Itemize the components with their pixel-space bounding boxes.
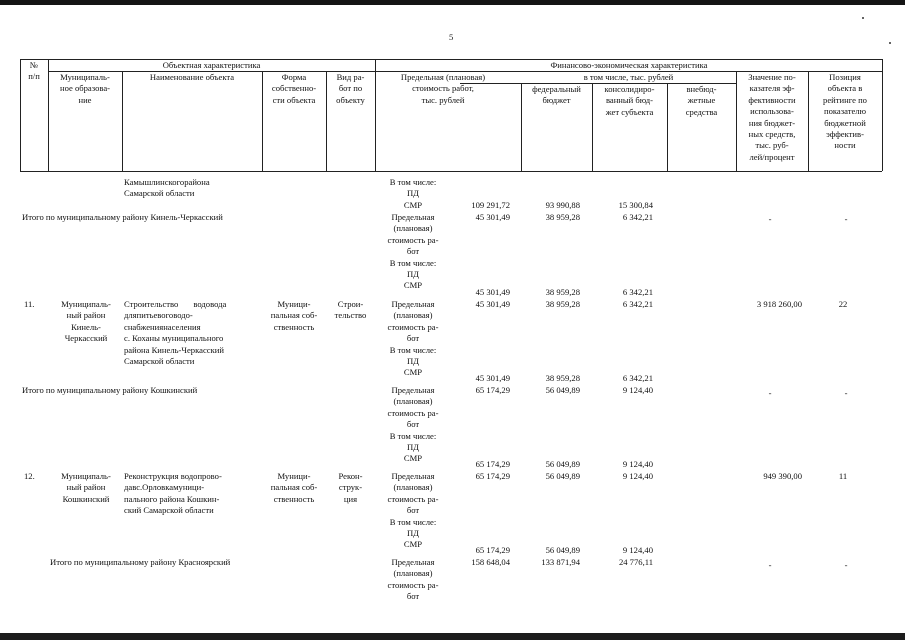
header-rank: Позиция объекта в рейтинге по показателю бюджетной эффектив- ности [823, 72, 867, 151]
row11-rank: 22 [838, 299, 848, 309]
total-koshki-consolidated: 9 124,40 [622, 385, 653, 395]
total-krasnoyar-rank-dash: - [844, 560, 848, 570]
total-kinel-label: Итого по муниципальному району Кинель-Черкасский [22, 212, 223, 222]
total-koshki-cost: 65 174,29 [475, 385, 510, 395]
total-krasnoyar-cost: 158 648,04 [471, 557, 510, 567]
row11-desc: Предельная (плановая) стоимость ра- бот В том числе: ПД СМР [387, 299, 439, 378]
total-krasnoyar-indicator-dash: - [768, 560, 772, 570]
row12-cost: 65 174,29 [475, 471, 510, 481]
header-limit-cost: Предельная (плановая) стоимость работ, тыс. рублей [400, 72, 486, 105]
row11-object: Строительство водовода дляпитьевоговодо- снабжениянаселения с. Коханы муниципального района Кинель-Черкасский Самарской области [124, 299, 227, 367]
scan-bottom-border [0, 633, 905, 640]
total-kinel-smr-consolidated: 6 342,21 [622, 287, 653, 297]
total-kinel-cost: 45 301,49 [475, 212, 510, 222]
total-krasnoyar-consolidated: 24 776,11 [618, 557, 653, 567]
row11-consolidated: 6 342,21 [622, 299, 653, 309]
row12-rank: 11 [838, 471, 848, 481]
total-kinel-smr-federal: 38 959,28 [545, 287, 580, 297]
row11-municipality: Муниципаль- ный район Кинель- Черкасский [61, 299, 111, 344]
row12-ownership: Муници- пальная соб- ственность [270, 471, 318, 504]
total-koshki-smr-federal: 56 049,89 [545, 459, 580, 469]
total-kinel-federal: 38 959,28 [545, 212, 580, 222]
cont-desc: В том числе: ПД СМР [389, 177, 437, 210]
row12-desc: Предельная (плановая) стоимость ра- бот В том числе: ПД СМР [387, 471, 439, 550]
row12-smr-federal: 56 049,89 [545, 545, 580, 555]
header-municipality: Муниципаль- ное образова- ние [59, 72, 110, 105]
total-koshki-rank-dash: - [844, 388, 848, 398]
total-koshki-smr-cost: 65 174,29 [475, 459, 510, 469]
header-work-type: Вид ра- бот по объекту [336, 72, 365, 105]
cont-total: 109 291,72 [471, 200, 510, 210]
row11-number: 11. [24, 299, 35, 309]
row12-smr-cost: 65 174,29 [475, 545, 510, 555]
cont-object-name: Камышлинскогорайона Самарской области [124, 177, 210, 199]
header-object-name: Наименование объекта [149, 72, 235, 82]
scan-speck [889, 42, 891, 44]
total-koshki-federal: 56 049,89 [545, 385, 580, 395]
row12-object: Реконструкция водопрово- давс.Орловкамуници- пального района Кошкин- ский Самарской области [124, 471, 222, 516]
row11-smr-consolidated: 6 342,21 [622, 373, 653, 383]
row12-municipality: Муниципаль- ный район Кошкинский [61, 471, 111, 504]
total-kinel-rank-dash: - [844, 214, 848, 224]
total-krasnoyar-label: Итого по муниципальному району Красноярский [50, 557, 231, 567]
header-extrabudget: внебюд- жетные средства [685, 84, 718, 117]
header-finance-group: Финансово-экономическая характеристика [550, 60, 708, 70]
scan-speck [862, 17, 864, 19]
total-kinel-indicator-dash: - [768, 214, 772, 224]
scan-top-border [0, 0, 905, 5]
row11-cost: 45 301,49 [475, 299, 510, 309]
page-number: 5 [449, 32, 454, 42]
header-object-group: Объектная характеристика [162, 60, 261, 70]
cont-federal: 93 990,88 [545, 200, 580, 210]
total-koshki-indicator-dash: - [768, 388, 772, 398]
total-koshki-label: Итого по муниципальному району Кошкинский [22, 385, 198, 395]
row12-work-type: Рекон- струк- ция [338, 471, 363, 504]
total-kinel-consolidated: 6 342,21 [622, 212, 653, 222]
header-col-number: № п/п [28, 60, 40, 82]
total-kinel-desc: Предельная (плановая) стоимость ра- бот В том числе: ПД СМР [387, 212, 439, 291]
row12-indicator: 949 390,00 [763, 471, 802, 481]
row11-ownership: Муници- пальная соб- ственность [270, 299, 318, 332]
header-ownership: Форма собственно- сти объекта [271, 72, 317, 105]
row12-smr-consolidated: 9 124,40 [622, 545, 653, 555]
total-kinel-smr-cost: 45 301,49 [475, 287, 510, 297]
total-krasnoyar-federal: 133 871,94 [541, 557, 580, 567]
total-koshki-desc: Предельная (плановая) стоимость ра- бот В том числе: ПД СМР [387, 385, 439, 464]
header-federal: федеральный бюджет [532, 84, 581, 106]
row12-federal: 56 049,89 [545, 471, 580, 481]
row12-consolidated: 9 124,40 [622, 471, 653, 481]
row11-indicator: 3 918 260,00 [756, 299, 802, 309]
header-consolidated: консолидиро- ванный бюд- жет субъекта [604, 84, 655, 117]
header-indicator: Значение по- казателя эф- фективности использова- ния бюджет- ных средств, тыс. руб- лей/процент [748, 72, 796, 162]
cont-consolidated: 15 300,84 [618, 200, 653, 210]
row11-smr-cost: 45 301,49 [475, 373, 510, 383]
row11-smr-federal: 38 959,28 [545, 373, 580, 383]
total-koshki-smr-consolidated: 9 124,40 [622, 459, 653, 469]
header-including: в том числе, тыс. рублей [583, 72, 674, 82]
row11-work-type: Строи- тельство [334, 299, 367, 321]
row12-number: 12. [24, 471, 35, 481]
total-krasnoyar-desc: Предельная (плановая) стоимость ра- бот [387, 557, 439, 602]
row11-federal: 38 959,28 [545, 299, 580, 309]
